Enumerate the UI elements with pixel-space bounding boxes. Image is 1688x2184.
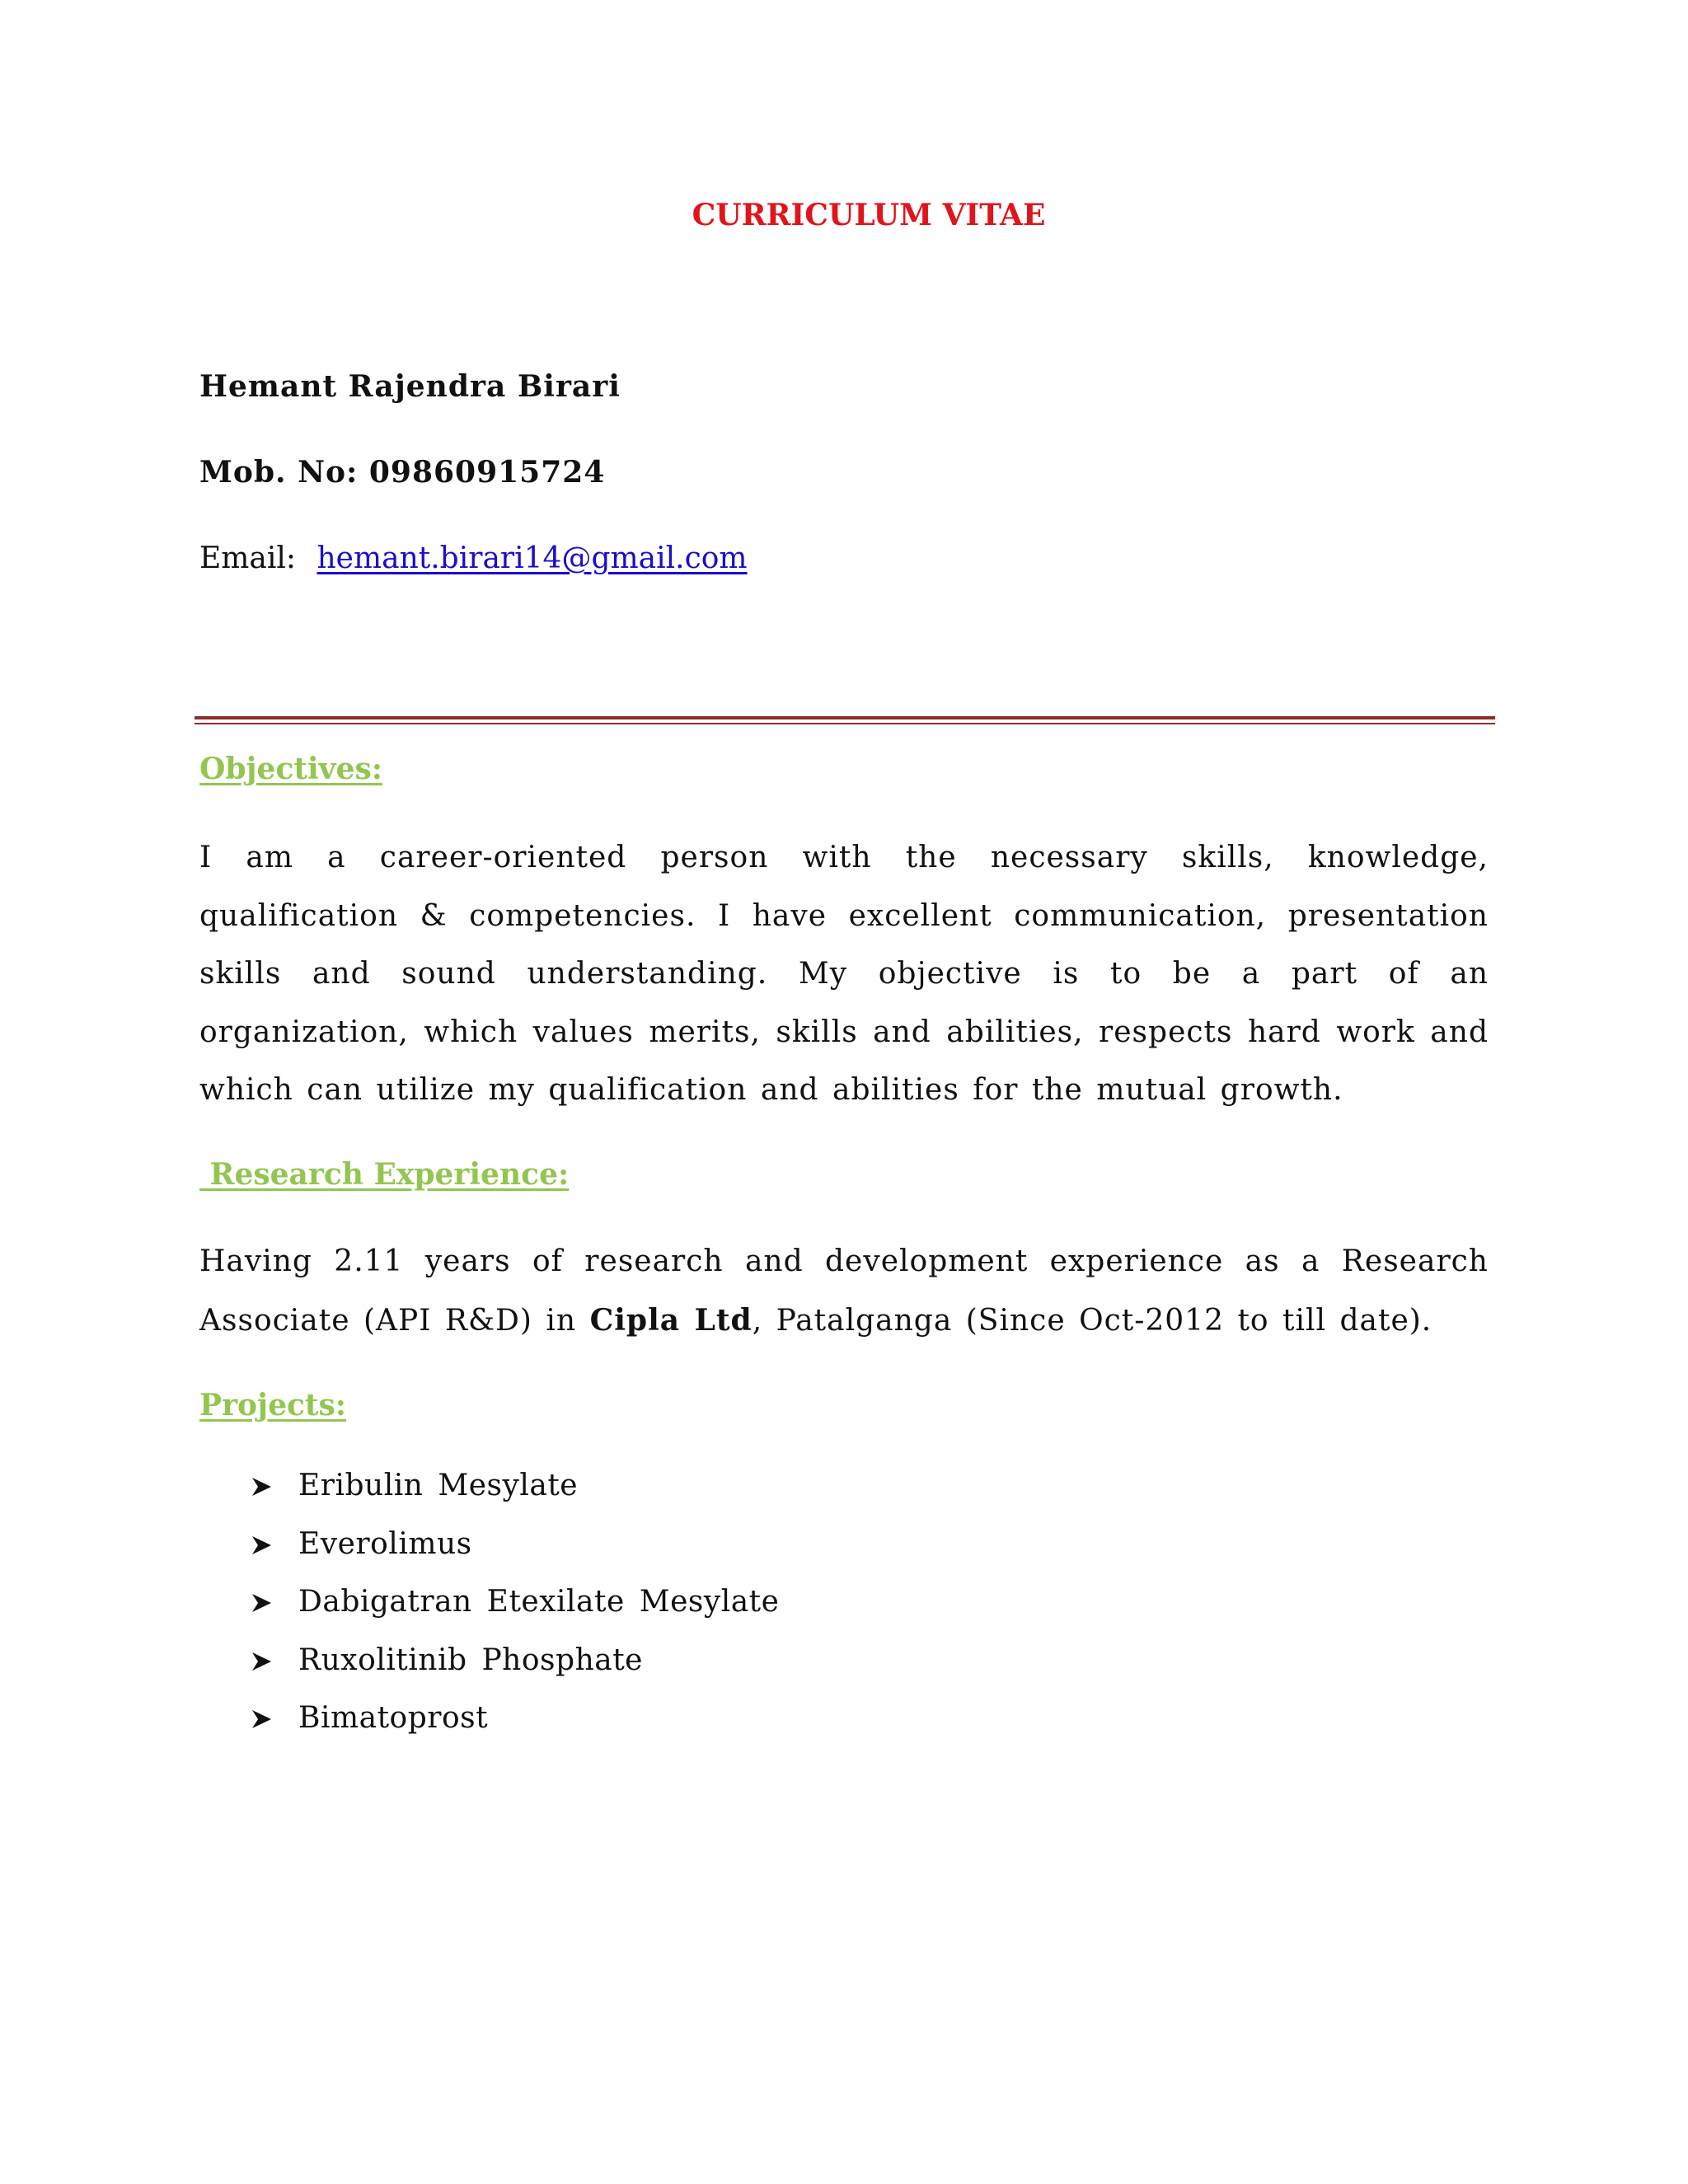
document-title [199,198,1489,232]
project-name: Everolimus [298,1526,472,1561]
email-row [199,541,748,575]
arrowhead-bullet-icon [251,1527,298,1555]
projects-list [251,1469,779,1760]
list-item [251,1643,779,1702]
arrowhead-bullet-icon [251,1643,298,1671]
project-name: Eribulin Mesylate [298,1469,579,1502]
list-item [251,1701,779,1760]
arrowhead-bullet-icon [251,1701,298,1729]
objectives-paragraph: I am a career-oriented person with the necessary skills, knowledge, qualification & competencies. I have excellent communication, presentation skills and sound understanding. My objective is to be a part of an organization, which values merits, skills and abilities, respects hard work and which can utilize my qualification and abilities for the mutual growth. [199,841,1489,1107]
email-label: Email: [199,541,297,575]
research-paragraph [199,1233,1489,1350]
company-name: Cipla Ltd [589,1302,753,1338]
section-divider-thin [195,723,1495,724]
project-name: Ruxolitinib Phosphate [298,1643,643,1677]
research-heading: Research Experience: [199,1157,570,1192]
research-text-before: Having 2.11 years of research and development experience as a Research Associate (API R&D) in [199,1244,1489,1338]
research-text-after: , Patalganga (Since Oct-2012 to till date). [752,1303,1432,1338]
document-title-text: CURRICULUM VITAE [692,198,1046,232]
section-divider [195,716,1495,719]
list-item [251,1527,779,1586]
arrowhead-bullet-icon [251,1469,298,1497]
mobile-number: Mob. No: 09860915724 [199,455,606,490]
arrowhead-bullet-icon [251,1585,298,1613]
email-link[interactable]: hemant.birari14@gmail.com [316,541,748,575]
candidate-name: Hemant Rajendra Birari [199,369,621,404]
project-name: Dabigatran Etexilate Mesylate [298,1585,780,1619]
objectives-heading: Objectives: [199,752,383,786]
project-name: Bimatoprost [298,1701,489,1735]
list-item [251,1585,779,1643]
list-item [251,1469,779,1527]
projects-heading: Projects: [199,1388,347,1422]
